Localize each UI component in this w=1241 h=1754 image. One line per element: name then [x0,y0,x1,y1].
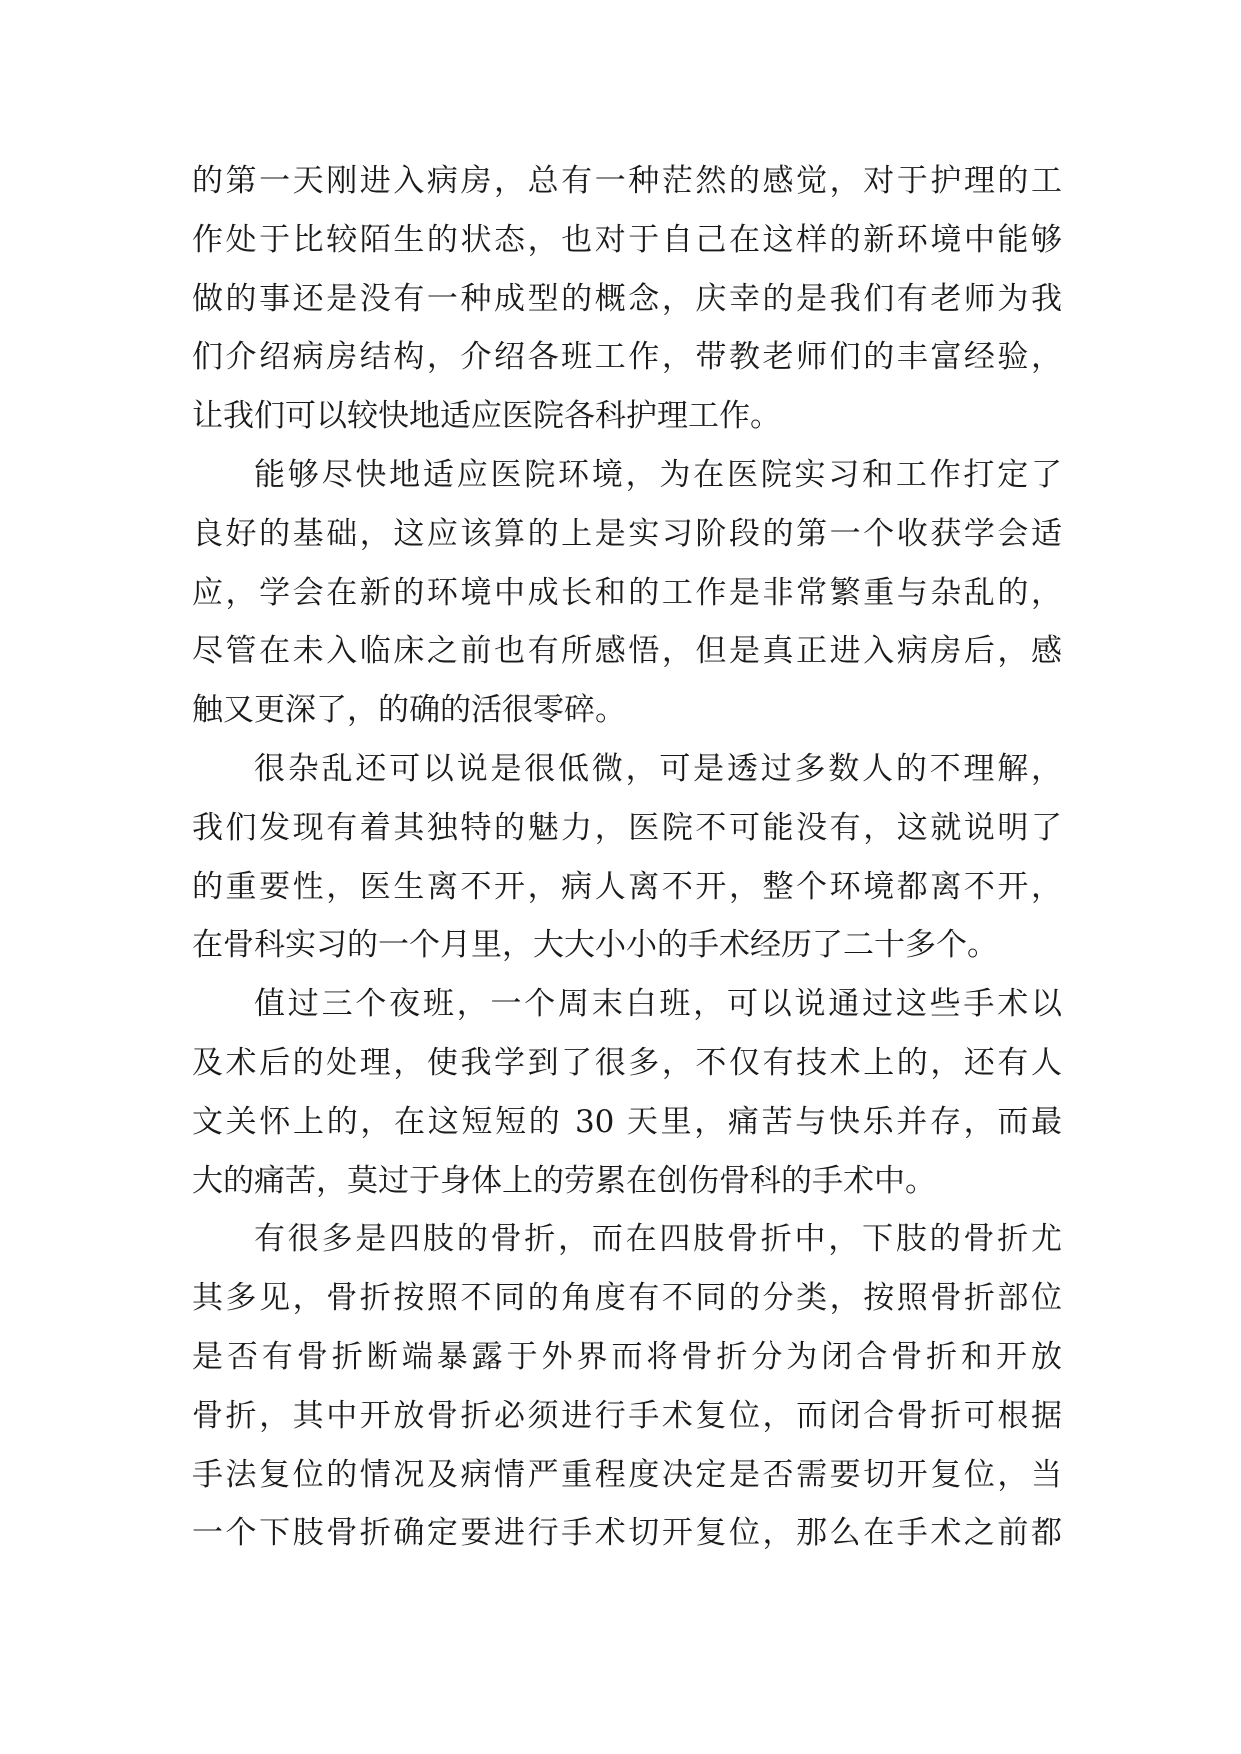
text-line: 及术后的处理，使我学到了很多，不仅有技术上的，还有人 [192,1044,1062,1081]
text-line: 很杂乱还可以说是很低微，可是透过多数人的不理解， [254,750,1062,787]
text-line: 一个下肢骨折确定要进行手术切开复位，那么在手术之前都 [192,1515,1062,1552]
text-line: 骨折，其中开放骨折必须进行手术复位，而闭合骨折可根据 [192,1397,1062,1434]
text-line: 让我们可以较快地适应医院各科护理工作。 [192,398,781,435]
text-line: 作处于比较陌生的状态，也对于自己在这样的新环境中能够 [192,221,1062,258]
text-line: 的重要性，医生离不开，病人离不开，整个环境都离不开， [192,868,1062,905]
text-line: 们介绍病房结构，介绍各班工作，带教老师们的丰富经验， [192,339,1062,376]
text-line: 尽管在未入临床之前也有所感悟，但是真正进入病房后，感 [192,633,1062,670]
text-line: 手法复位的情况及病情严重程度决定是否需要切开复位，当 [192,1456,1062,1493]
paragraph-4 [192,975,1062,1210]
paragraph-3 [192,740,1062,975]
text-line: 做的事还是没有一种成型的概念，庆幸的是我们有老师为我 [192,280,1062,317]
text-line: 值过三个夜班，一个周末白班，可以说通过这些手术以 [254,986,1062,1023]
paragraph-5 [192,1210,1062,1563]
document-body [192,152,1062,1563]
text-line: 的第一天刚进入病房，总有一种茫然的感觉，对于护理的工 [192,163,1062,199]
text-line: 能够尽快地适应医院环境，为在医院实习和工作打定了 [254,456,1062,493]
text-line: 我们发现有着其独特的魅力，医院不可能没有，这就说明了 [192,809,1062,846]
text-line: 其多见，骨折按照不同的角度有不同的分类，按照骨折部位 [192,1280,1062,1317]
paragraph-2 [192,446,1062,740]
text-line: 良好的基础，这应该算的上是实习阶段的第一个收获学会适 [192,515,1062,552]
text-line: 文关怀上的，在这短短的 30 天里，痛苦与快乐并存，而最 [192,1103,1062,1140]
text-line: 在骨科实习的一个月里，大大小小的手术经历了二十多个。 [192,927,998,964]
text-line: 是否有骨折断端暴露于外界而将骨折分为闭合骨折和开放 [192,1338,1062,1375]
text-line: 大的痛苦，莫过于身体上的劳累在创伤骨科的手术中。 [192,1162,936,1199]
paragraph-1 [192,152,1062,446]
text-line: 触又更深了，的确的活很零碎。 [192,692,626,729]
text-line: 应，学会在新的环境中成长和的工作是非常繁重与杂乱的， [192,574,1062,611]
text-line: 有很多是四肢的骨折，而在四肢骨折中，下肢的骨折尤 [254,1221,1062,1258]
